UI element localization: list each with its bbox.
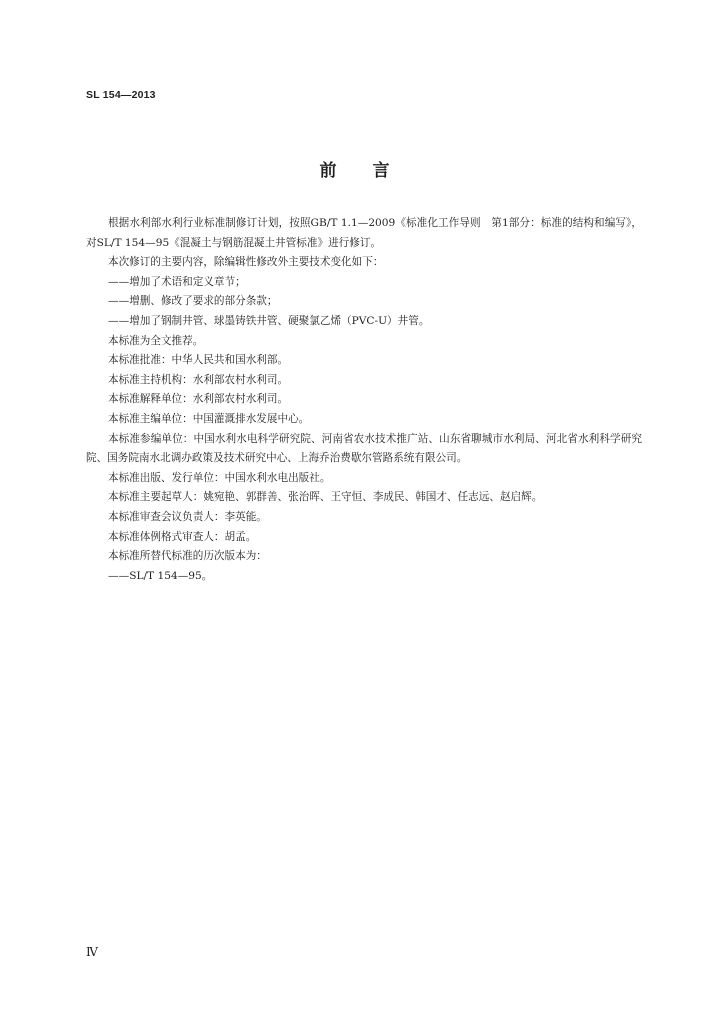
title-char-2: 言 [372, 161, 390, 181]
list-item-change-1: ——增加了术语和定义章节； [108, 275, 246, 288]
paragraph-participating-units: 本标准参编单位：中国水利水电科学研究院、河南省农水技术推广站、山东省聊城市水利局、河北省水利科学研究院、国务院南水北调办政策及技术研究中心、上海乔治费歇尔管路系统有限公司。 [86, 432, 642, 465]
paragraph-interpreting-unit: 本标准解释单位：水利部农村水利司。 [108, 393, 289, 406]
paragraph-chief-editor-unit: 本标准主编单位：中国灌溉排水发展中心。 [108, 412, 310, 425]
page-title [0, 156, 709, 181]
title-char-1: 前 [319, 161, 337, 181]
page-number: Ⅳ [86, 945, 98, 959]
paragraph-format-reviewer: 本标准体例格式审查人：胡孟。 [108, 530, 257, 543]
paragraph-review-lead: 本标准审查会议负责人：李英能。 [108, 510, 267, 523]
list-item-change-2: ——增删、修改了要求的部分条款； [108, 295, 278, 308]
list-item-replaced-version: ——SL/T 154—95。 [108, 569, 213, 582]
foreword-body [86, 214, 642, 586]
paragraph-approval: 本标准批准：中华人民共和国水利部。 [108, 354, 289, 367]
paragraph-main-changes: 本次修订的主要内容，除编辑性修改外主要技术变化如下： [108, 256, 384, 269]
paragraph-publisher: 本标准出版、发行单位：中国水利水电出版社。 [108, 471, 331, 484]
paragraph-drafters: 本标准主要起草人：姚宛艳、郭群善、张治晖、王守恒、李成民、韩国才、任志远、赵启辉。 [108, 491, 543, 504]
paragraph-replaced-versions: 本标准所替代标准的历次版本为： [108, 550, 267, 563]
paragraph-recommendation: 本标准为全文推荐。 [108, 334, 204, 347]
list-item-change-3: ——增加了钢制井管、球墨铸铁井管、硬聚氯乙烯（PVC-U）井管。 [108, 314, 430, 327]
paragraph-host-org: 本标准主持机构：水利部农村水利司。 [108, 373, 289, 386]
paragraph-revision-basis: 根据水利部水利行业标准制修订计划，按照GB/T 1.1—2009《标准化工作导则 第1部分：标准的结构和编写》，对SL/T 154—95《混凝土与钢筋混凝土井管标准》进行修订。 [86, 217, 642, 249]
standard-code: SL 154—2013 [86, 89, 156, 101]
